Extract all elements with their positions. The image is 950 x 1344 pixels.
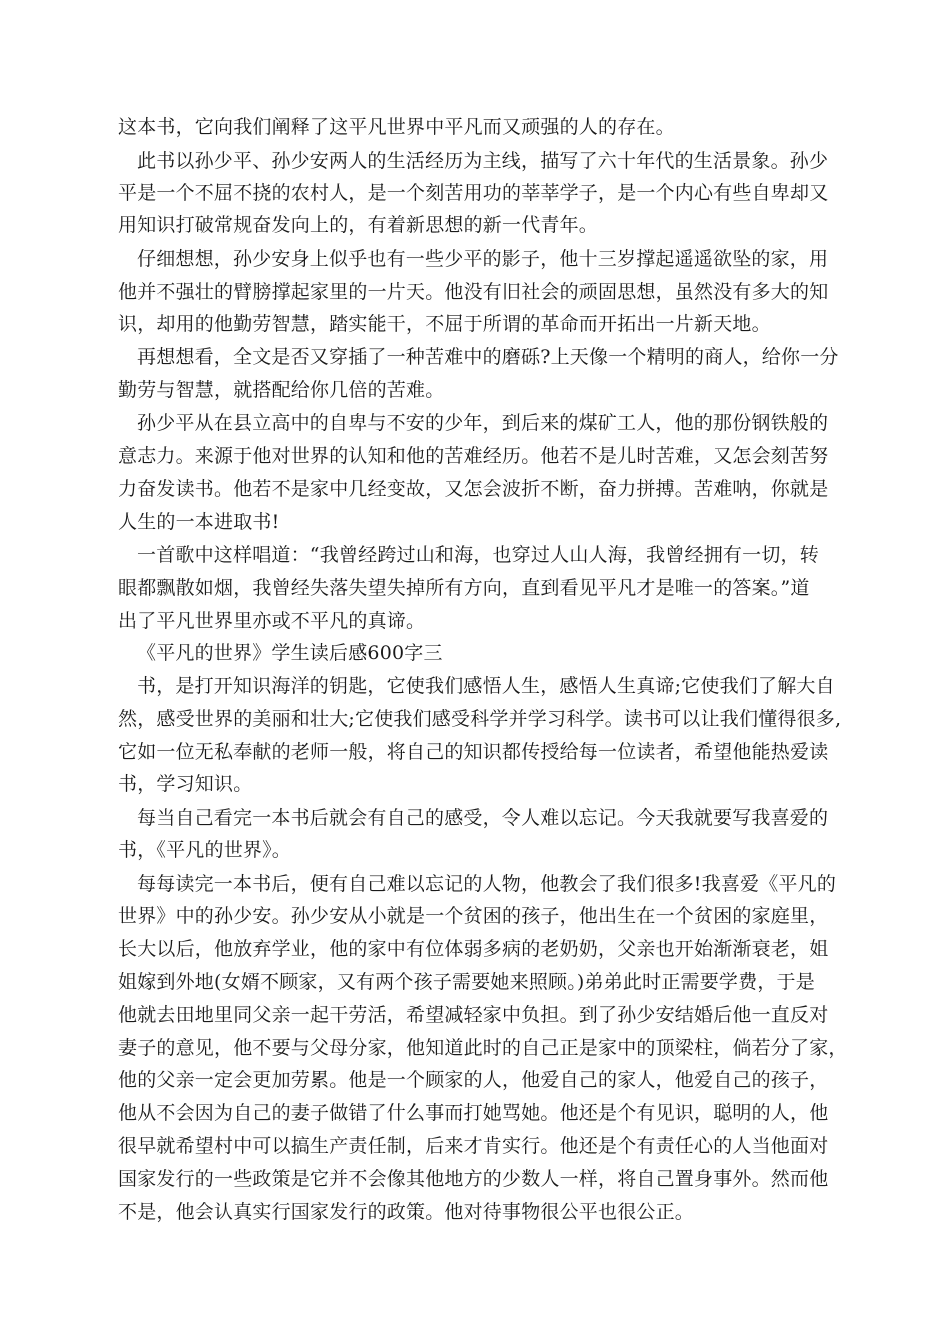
paragraph-start-line: 仔细想想，孙少安身上似乎也有一些少平的影子，他十三岁撑起遥遥欲坠的家，用 — [137, 248, 829, 270]
text-line: 不是，他会认真实行国家发行的政策。他对待事物很公平也很公正。 — [118, 1201, 695, 1223]
text-line: 书，学习知识。 — [118, 773, 253, 795]
text-line: 世界》中的孙少安。孙少安从小就是一个贫困的孩子，他出生在一个贫困的家庭里， — [118, 905, 829, 927]
text-line: 他从不会因为自己的妻子做错了什么事而打她骂她。他还是个有见识，聪明的人，他 — [118, 1102, 829, 1124]
text-line: 眼都飘散如烟，我曾经失落失望失掉所有方向，直到看见平凡才是唯一的答案。”道 — [118, 577, 810, 599]
text-line: 出了平凡世界里亦或不平凡的真谛。 — [118, 610, 426, 632]
text-line: 平是一个不屈不挠的农村人，是一个刻苦用功的莘莘学子，是一个内心有些自卑却又 — [118, 182, 829, 204]
paragraph-start-line: 每每读完一本书后，便有自己难以忘记的人物，他教会了我们很多!我喜爱《平凡的 — [137, 873, 837, 895]
text-line: 国家发行的一些政策是它并不会像其他地方的少数人一样，将自己置身事外。然而他 — [118, 1168, 829, 1190]
text-line: 勤劳与智慧，就搭配给你几倍的苦难。 — [118, 379, 445, 401]
text-line: 他就去田地里同父亲一起干劳活，希望减轻家中负担。到了孙少安结婚后他一直反对 — [118, 1004, 829, 1026]
text-line: 很早就希望村中可以搞生产责任制，后来才肯实行。他还是个有责任心的人当他面对 — [118, 1135, 829, 1157]
paragraph-start-line: 此书以孙少平、孙少安两人的生活经历为主线，描写了六十年代的生活景象。孙少 — [137, 150, 829, 172]
text-line: 妻子的意见，他不要与父母分家，他知道此时的自己正是家中的顶梁柱，倘若分了家， — [118, 1037, 848, 1059]
text-line: 人生的一本进取书! — [118, 511, 280, 533]
text-line: 姐嫁到外地(女婿不顾家，又有两个孩子需要她来照顾。)弟弟此时正需要学费，于是 — [118, 971, 815, 993]
paragraph-start-line: 孙少平从在县立高中的自卑与不安的少年，到后来的煤矿工人，他的那份钢铁般的 — [137, 412, 829, 434]
text-line: 书，《平凡的世界》。 — [118, 839, 292, 861]
text-line: 力奋发读书。他若不是家中几经变故，又怎会波折不断，奋力拼搏。苦难呐，你就是 — [118, 478, 829, 500]
text-line: 用知识打破常规奋发向上的，有着新思想的新一代青年。 — [118, 214, 599, 236]
text-line: 它如一位无私奉献的老师一般，将自己的知识都传授给每一位读者，希望他能热爱读 — [118, 741, 829, 763]
text-line: 这本书，它向我们阐释了这平凡世界中平凡而又顽强的人的存在。 — [118, 116, 675, 138]
text-line: 然，感受世界的美丽和壮大;它使我们感受科学并学习科学。读书可以让我们懂得很多, — [118, 708, 842, 730]
text-line: 他的父亲一定会更加劳累。他是一个顾家的人，他爱自己的家人，他爱自己的孩子， — [118, 1069, 829, 1091]
text-line: 长大以后，他放弃学业，他的家中有位体弱多病的老奶奶，父亲也开始渐渐衰老，姐 — [118, 938, 829, 960]
text-line: 意志力。来源于他对世界的认知和他的苦难经历。他若不是儿时苦难，又怎会刻苦努 — [118, 445, 829, 467]
text-line: 他并不强壮的臂膀撑起家里的一片天。他没有旧社会的顽固思想，虽然没有多大的知 — [118, 281, 829, 303]
text-line: 识，却用的他勤劳智慧，踏实能干，不屈于所谓的革命而开拓出一片新天地。 — [118, 313, 771, 335]
paragraph-start-line: 再想想看，全文是否又穿插了一种苦难中的磨砾?上天像一个精明的商人，给你一分 — [137, 346, 839, 368]
paragraph-start-line: 一首歌中这样唱道：“我曾经跨过山和海，也穿过人山人海，我曾经拥有一切，转 — [137, 544, 819, 566]
paragraph-start-line: 每当自己看完一本书后就会有自己的感受，令人难以忘记。今天我就要写我喜爱的 — [137, 807, 829, 829]
section-title: 《平凡的世界》学生读后感600字三 — [137, 642, 443, 664]
paragraph-start-line: 书，是打开知识海洋的钥匙，它使我们感悟人生，感悟人生真谛;它使我们了解大自 — [137, 675, 835, 697]
